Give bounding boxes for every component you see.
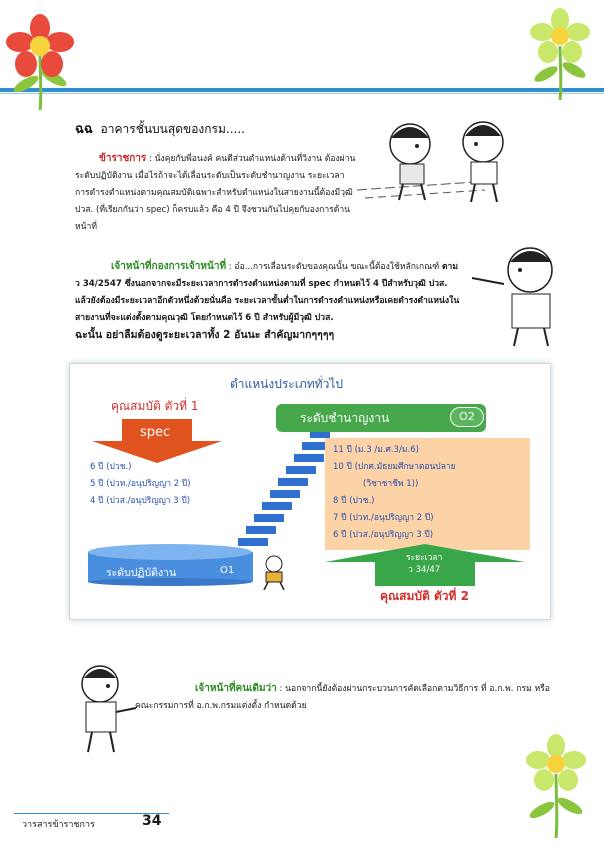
spec-list	[90, 459, 191, 510]
flower-left-icon	[2, 6, 84, 116]
hr-emphasis: ฉะนั้น อย่าลืมต้องดูระยะเวลาทั้ง 2 อันนะ สำคัญมากๆๆๆๆ	[75, 329, 335, 341]
two-boys-cartoon-icon	[355, 112, 535, 207]
period-list-item: 11 ปี (ม.3 /ม.ศ.3/ม.6)	[333, 445, 419, 455]
period-list-item: (วิชาชาชีพ 1))	[363, 479, 419, 489]
period-list-item: 6 ปี (ปวส./อนุปริญญา 3 ปี)	[333, 530, 434, 540]
heading-text: อาคารชั้นบนสุดของกรม.....	[100, 122, 245, 136]
footer-journal-name: วารสารข้าราชการ	[22, 820, 95, 830]
period-list-item: 7 ปี (ปวท./อนุปริญญา 2 ปี)	[333, 513, 434, 523]
period-list-item: 10 ปี (ปกศ.มัธยมศึกษาตอนปลาย	[333, 462, 456, 472]
spec-list-item: 5 ปี (ปวท./อนุปริญญา 2 ปี)	[90, 479, 191, 489]
hr-text-3: ระยะเวลาขั้นต่ำในการดำรงตำแหน่งหรือเคยดำรงตำแหน่งในสายงานที่จะแต่งตั้งตามคุณวุฒิ โดยกำหนดไว้ 6 ปี สำหรับผู้มีวุฒิ ปวส.	[75, 296, 460, 323]
section-heading	[75, 118, 245, 139]
paragraph-officer	[75, 150, 357, 236]
expert-level-label: ระดับชำนาญงาน	[300, 411, 390, 425]
period-label-line-1: ระยะเวลา	[406, 553, 443, 563]
hr-text-2: ตาม ว 34/2547 ซึ่งนอกจากจะมีระยะเวลาการดำรงตำแหน่งตามที่ spec กำหนดไว้ 4 ปีสำหรับวุฒิ ปวส. แล้วยังต้องมีระยะเวลาอีกตัวหนึ่งด้วยนั่นคือ	[75, 262, 459, 306]
o1-badge: O1	[220, 565, 235, 576]
spec-list-item: 6 ปี (ปวช.)	[90, 462, 132, 472]
hr-lead: เจ้าหน้าที่กองการเจ้าหน้าที่	[111, 261, 227, 272]
qualification-1-label: คุณสมบัติ ตัวที่ 1	[111, 399, 199, 413]
paragraph-same-officer	[135, 680, 555, 715]
officer-text: : นั่งคุยกับพี่อนงค์ คนดีส่วนตำแหน่งด้านที่วิงาน ต้องผ่านระดับปฏิบัติงาน เมื่อไรถ้าจะได้เลื่อนระดับเป็นระดับชำนาญงาน ระยะเวลาการดำรงตำแหน่งตามคุณสมบัติเฉพาะสำหรับตำแหน่งในสายงานนี้ต้องมีวุฒิ ปวส. (ที่เรียกกันว่า spec) ก็ครบแล้ว คือ 4 ปี จึงชวนกันไปคุยกับองการด้านหน้าที่	[75, 154, 356, 232]
period-label	[406, 552, 442, 576]
officer-cartoon-icon	[70, 662, 140, 754]
spec-list-item: 4 ปี (ปวส./อนุปริญญา 3 ปี)	[90, 496, 191, 506]
flower-right-icon	[520, 4, 600, 102]
officer-lead: ข้าราชการ	[99, 153, 147, 164]
qualification-2-label: คุณสมบัติ ตัวที่ 2	[380, 589, 469, 603]
top-band-thin	[0, 93, 604, 94]
stairs-icon	[220, 430, 330, 554]
same-officer-text: : นอกจากนี้ยังต้องผ่านกระบวนการคัดเลือกตามวิธีการ ที่ อ.ก.พ. กรม หรือคณะกรรมการที่ อ.ก.พ.กรมแต่งตั้ง กำหนดด้วย	[135, 684, 550, 711]
period-list-item: 8 ปี (ปวช.)	[333, 496, 375, 506]
page-number: 34	[142, 813, 162, 829]
paragraph-hr-officer	[75, 258, 463, 345]
practice-level-label: ระดับปฏิบัติงาน	[106, 567, 177, 579]
walking-boy-cartoon-icon	[254, 554, 294, 590]
period-list	[333, 442, 456, 544]
heading-number: ฉฉ	[75, 122, 93, 137]
same-officer-lead: เจ้าหน้าที่คนเดิมว่า	[195, 683, 277, 694]
spec-label: spec	[140, 425, 171, 440]
o2-badge: O2	[450, 407, 484, 427]
career-diagram	[69, 363, 551, 620]
diagram-title: ตำแหน่งประเภททั่วไป	[230, 377, 343, 391]
top-band	[0, 88, 604, 92]
flower-bottom-icon	[516, 730, 596, 840]
pointing-man-cartoon-icon	[468, 240, 578, 350]
period-label-line-2: ว 34/47	[408, 565, 441, 575]
hr-text-1: : อ๋อ...การเลื่อนระดับของคุณนั้น ขณะนี้ต้องใช้หลักเกณฑ์	[228, 262, 440, 272]
